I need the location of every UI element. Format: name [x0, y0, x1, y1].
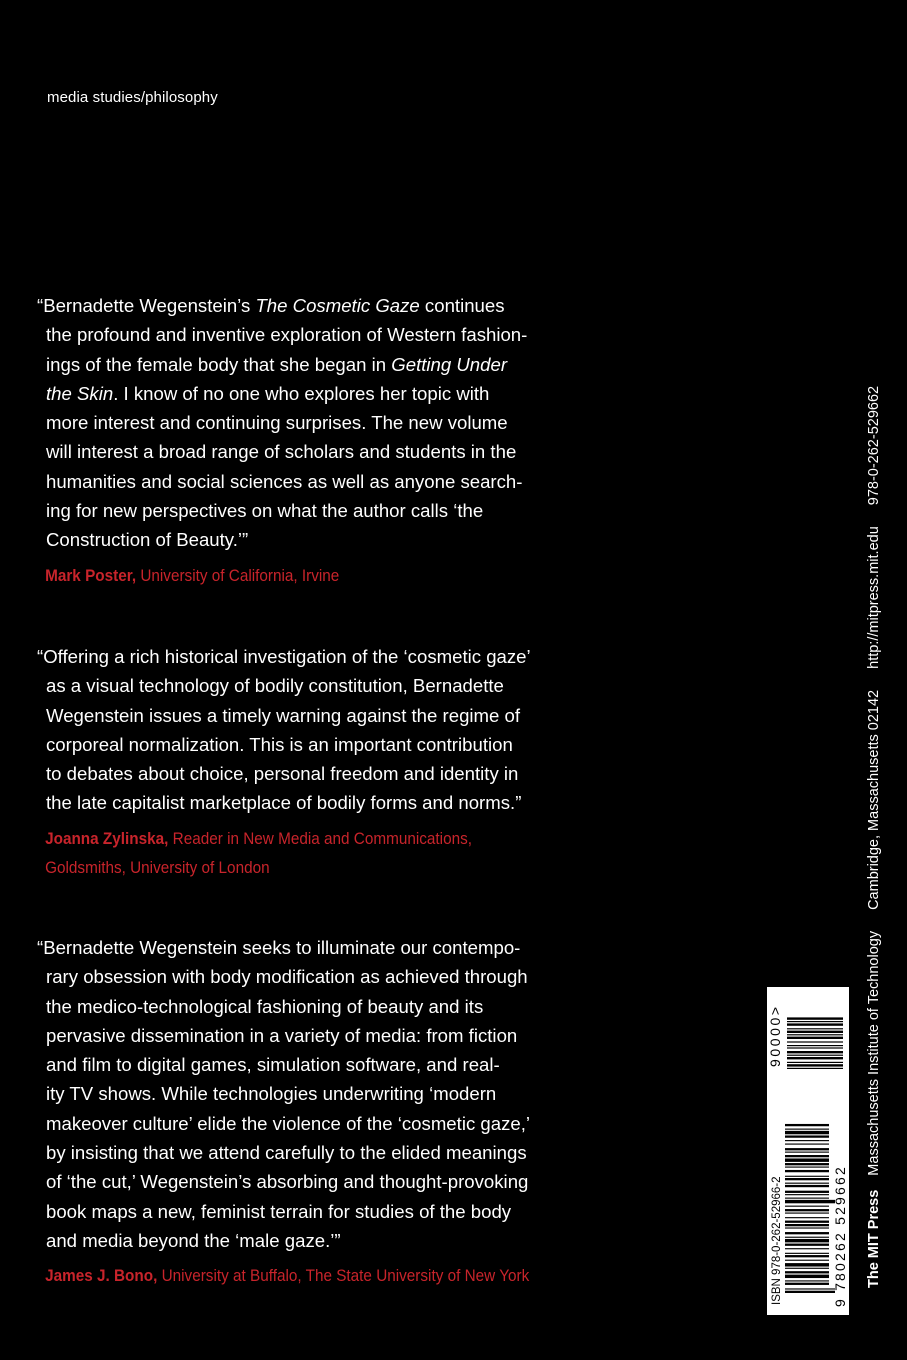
- quote-line: the Skin. I know of no one who explores her topic with: [46, 382, 490, 404]
- barcode-addon-bar: [787, 1064, 843, 1066]
- attribution-affiliation: University at Buffalo, The State University of New York: [157, 1266, 530, 1286]
- quote-line: “Offering a rich historical investigation of the ‘cosmetic gaze’: [37, 646, 531, 667]
- barcode-addon-bar: [787, 1045, 843, 1046]
- barcode-bar: [785, 1170, 829, 1172]
- blurb-attribution: [37, 824, 523, 882]
- barcode-bar: [785, 1194, 829, 1195]
- barcode-main-digits: 9 780262 529662: [832, 1165, 848, 1307]
- quote-line: and film to digital games, simulation software, and real-: [46, 1054, 500, 1076]
- barcode-addon-bar: [787, 1051, 843, 1053]
- attribution-affiliation: Reader in New Media and Communications,: [168, 828, 472, 848]
- barcode-bar: [785, 1232, 829, 1234]
- blurb-attribution: [37, 561, 523, 590]
- barcode-bar: [785, 1206, 829, 1207]
- barcode-bar: [785, 1263, 829, 1266]
- barcode-bar: [785, 1131, 829, 1134]
- barcode-bar: [785, 1191, 829, 1193]
- quote-line: rary obsession with body modification as achieved through: [46, 966, 528, 988]
- barcode-bar: [785, 1283, 829, 1285]
- publisher-url[interactable]: http://mitpress.mit.edu: [866, 526, 882, 669]
- barcode-bar: [785, 1271, 829, 1273]
- quote-line: “Bernadette Wegenstein seeks to illuminate our contempo-: [37, 937, 521, 958]
- publisher-name: The MIT Press: [866, 1189, 882, 1288]
- barcode-bar: [785, 1291, 835, 1293]
- blurb-quote: [37, 642, 577, 818]
- barcode-bar: [785, 1253, 829, 1254]
- barcode-bar: [785, 1239, 829, 1242]
- barcode-bar: [785, 1167, 829, 1168]
- quote-line: ings of the female body that she began in Getting Under: [46, 353, 508, 375]
- category-label: media studies/philosophy: [47, 89, 218, 106]
- barcode-bar: [785, 1268, 829, 1269]
- isbn-barcode: [767, 987, 849, 1315]
- barcode-bar: [785, 1129, 829, 1130]
- quote-line: corporeal normalization. This is an important contribution: [46, 733, 513, 755]
- barcode-bar: [785, 1255, 829, 1257]
- quote-line: will interest a broad range of scholars and students in the: [46, 441, 517, 463]
- quote-line: and media beyond the ‘male gaze.’”: [46, 1229, 341, 1251]
- publisher-city: Cambridge, Massachusetts 02142: [866, 689, 882, 910]
- barcode-bar: [785, 1237, 829, 1238]
- barcode-bar: [785, 1152, 829, 1153]
- barcode-bar: [785, 1217, 829, 1218]
- barcode-addon-bar: [787, 1023, 843, 1025]
- barcode-bar: [785, 1200, 835, 1203]
- barcode-bar: [785, 1288, 835, 1289]
- barcode-bar: [785, 1280, 829, 1281]
- barcode-addon-bar: [787, 1041, 843, 1042]
- quote-line: “Bernadette Wegenstein’s The Cosmetic Gaze continues: [37, 295, 505, 316]
- barcode-addon-bar: [787, 1057, 843, 1059]
- quote-line: ity TV shows. While technologies underwriting ‘modern: [46, 1083, 497, 1105]
- blurb-2: [37, 642, 577, 882]
- quote-line: the medico-technological fashioning of beauty and its: [46, 995, 484, 1017]
- barcode-addon-bar: [787, 1037, 843, 1039]
- barcode-bar: [785, 1244, 829, 1246]
- barcode-bar: [785, 1198, 829, 1199]
- quote-line: humanities and social sciences as well as anyone search-: [46, 470, 523, 492]
- quote-line: the late capitalist marketplace of bodily forms and norms.”: [46, 792, 522, 814]
- publisher-institution: Massachusetts Institute of Technology: [866, 930, 882, 1176]
- barcode-addon-bars: [787, 1017, 843, 1069]
- blurb-quote: [37, 291, 577, 555]
- barcode-main-bars: [785, 1124, 835, 1293]
- barcode-addon-digits: 90000>: [767, 1004, 783, 1067]
- blurb-1: [37, 291, 577, 590]
- quote-line: makeover culture’ elide the violence of the ‘cosmetic gaze,’: [46, 1112, 531, 1134]
- barcode-bar: [785, 1213, 829, 1214]
- quote-line: of ‘the cut,’ Wegenstein’s absorbing and thought-provoking: [46, 1171, 529, 1193]
- barcode-addon-bar: [787, 1034, 843, 1035]
- quote-line: pervasive dissemination in a variety of media: from fiction: [46, 1024, 518, 1046]
- blurb-attribution: [37, 1261, 530, 1290]
- attribution-name: Mark Poster,: [45, 565, 137, 585]
- barcode-bar: [785, 1260, 829, 1261]
- barcode-bar: [785, 1158, 829, 1161]
- attribution-name: James J. Bono,: [45, 1266, 158, 1286]
- barcode-bar: [785, 1221, 829, 1223]
- barcode-bar: [785, 1227, 829, 1228]
- barcode-addon-bar: [787, 1068, 843, 1069]
- blurb-quote: [37, 933, 577, 1255]
- quote-line: the profound and inventive exploration of Western fashion-: [46, 324, 528, 346]
- quote-line: to debates about choice, personal freedom and identity in: [46, 763, 519, 785]
- barcode-isbn-label: ISBN 978-0-262-52966-2: [771, 1176, 783, 1305]
- barcode-addon-bar: [787, 1047, 843, 1048]
- quote-line: Wegenstein issues a timely warning against the regime of: [46, 704, 521, 726]
- barcode-bar: [785, 1140, 829, 1141]
- barcode-bar: [785, 1148, 829, 1150]
- blurb-3: [37, 933, 577, 1290]
- barcode-addon-bar: [787, 1021, 843, 1022]
- barcode-bar: [785, 1209, 829, 1211]
- barcode-bar: [785, 1155, 829, 1157]
- spine-isbn: 978-0-262-529662: [866, 385, 882, 506]
- barcode-bar: [785, 1248, 829, 1249]
- quote-line: as a visual technology of bodily constitution, Bernadette: [46, 675, 504, 697]
- barcode-addon-bar: [787, 1062, 843, 1063]
- barcode-bar: [785, 1163, 829, 1165]
- barcode-addon-bar: [787, 1055, 843, 1056]
- barcode-bar: [785, 1178, 829, 1180]
- quote-line: by insisting that we attend carefully to the elided meanings: [46, 1142, 527, 1164]
- barcode-bar: [785, 1144, 829, 1145]
- barcode-graphic: [767, 987, 849, 1315]
- barcode-addon-bar: [787, 1017, 843, 1019]
- spine-info: [866, 298, 882, 1288]
- barcode-bar: [785, 1176, 829, 1177]
- quote-line: Construction of Beauty.’”: [46, 529, 249, 551]
- barcode-bar: [785, 1185, 829, 1187]
- barcode-addon-bar: [787, 1031, 843, 1033]
- barcode-bar: [785, 1275, 829, 1278]
- barcode-bar: [785, 1183, 829, 1184]
- barcode-bar: [785, 1224, 829, 1226]
- attribution-affiliation: Goldsmiths, University of London: [45, 857, 270, 877]
- quote-line: more interest and continuing surprises. The new volume: [46, 412, 508, 434]
- barcode-addon-bar: [787, 1028, 843, 1029]
- barcode-bar: [785, 1135, 829, 1137]
- barcode-bar: [785, 1124, 829, 1126]
- attribution-name: Joanna Zylinska,: [45, 828, 169, 848]
- attribution-affiliation: University of California, Irvine: [136, 565, 340, 585]
- quote-line: book maps a new, feminist terrain for studies of the body: [46, 1200, 512, 1222]
- quote-line: ing for new perspectives on what the author calls ‘the: [46, 500, 484, 522]
